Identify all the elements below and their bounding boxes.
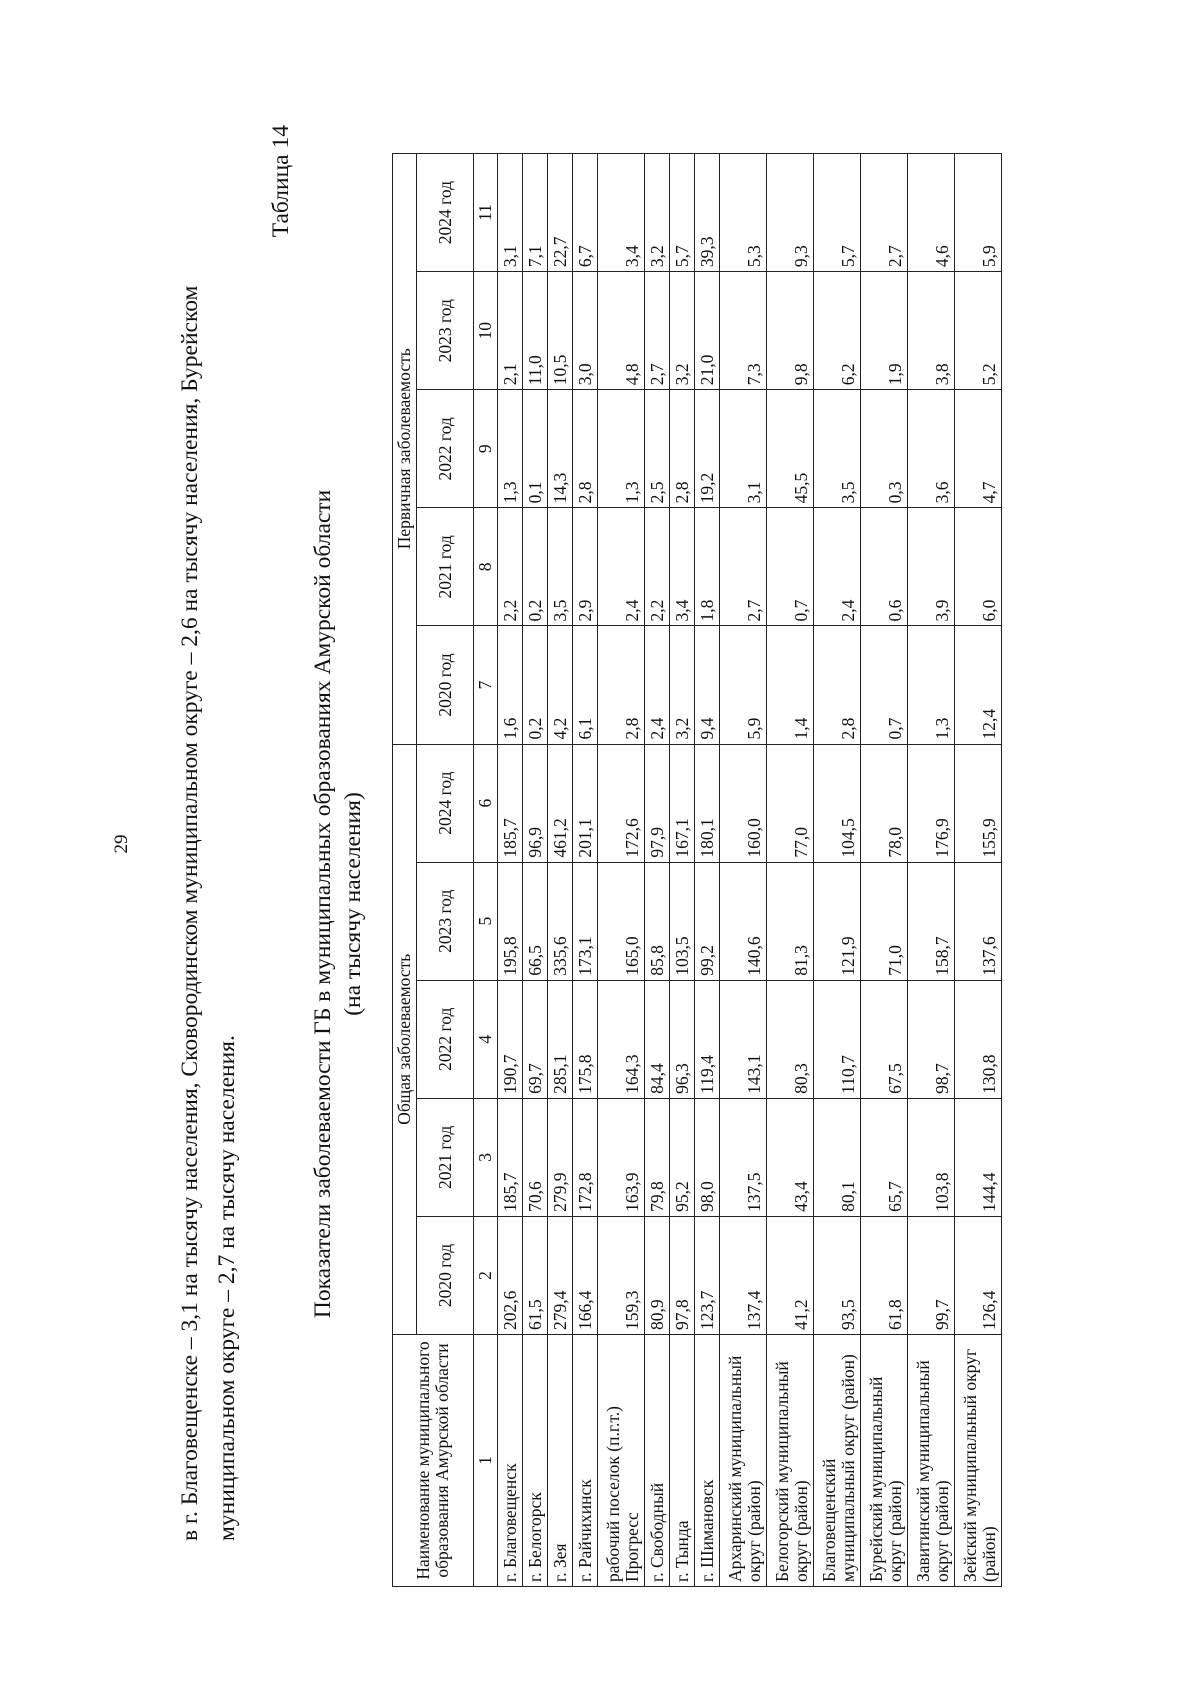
general-morbidity-value: 137,4 bbox=[720, 1216, 767, 1334]
year-header: 2021 год bbox=[417, 1098, 474, 1216]
general-morbidity-value: 43,4 bbox=[767, 1098, 814, 1216]
intro-paragraph bbox=[172, 121, 246, 1541]
rotated-page-content bbox=[0, 79, 1200, 1699]
primary-morbidity-value: 5,7 bbox=[670, 154, 695, 272]
general-morbidity-value: 158,7 bbox=[908, 862, 955, 980]
general-morbidity-value: 96,3 bbox=[670, 980, 695, 1098]
table-body bbox=[474, 154, 1002, 1587]
municipality-name: Завитинский муниципальный округ (район) bbox=[908, 1335, 955, 1587]
primary-morbidity-value: 2,8 bbox=[598, 626, 645, 744]
general-morbidity-value: 140,6 bbox=[720, 862, 767, 980]
primary-morbidity-value: 5,7 bbox=[814, 154, 861, 272]
general-morbidity-value: 172,8 bbox=[573, 1098, 598, 1216]
primary-morbidity-value: 0,2 bbox=[523, 508, 548, 626]
general-morbidity-value: 165,0 bbox=[598, 862, 645, 980]
primary-morbidity-value: 1,3 bbox=[598, 390, 645, 508]
municipality-name: Архаринский муниципальный округ (район) bbox=[720, 1335, 767, 1587]
general-morbidity-value: 190,7 bbox=[498, 980, 523, 1098]
column-index: 6 bbox=[474, 744, 498, 862]
primary-morbidity-value: 6,2 bbox=[814, 272, 861, 390]
table-row bbox=[670, 154, 695, 1587]
primary-morbidity-value: 9,3 bbox=[767, 154, 814, 272]
primary-morbidity-value: 12,4 bbox=[955, 626, 1002, 744]
table-row bbox=[908, 154, 955, 1587]
primary-morbidity-value: 0,3 bbox=[861, 390, 908, 508]
municipality-name: г. Зея bbox=[548, 1335, 573, 1587]
primary-morbidity-value: 14,3 bbox=[548, 390, 573, 508]
primary-morbidity-value: 7,1 bbox=[523, 154, 548, 272]
primary-morbidity-value: 45,5 bbox=[767, 390, 814, 508]
table-row bbox=[548, 154, 573, 1587]
primary-morbidity-value: 2,1 bbox=[498, 272, 523, 390]
primary-morbidity-value: 2,9 bbox=[573, 508, 598, 626]
general-morbidity-value: 121,9 bbox=[814, 862, 861, 980]
primary-morbidity-value: 6,1 bbox=[573, 626, 598, 744]
general-morbidity-value: 103,5 bbox=[670, 862, 695, 980]
general-morbidity-value: 110,7 bbox=[814, 980, 861, 1098]
primary-morbidity-value: 3,1 bbox=[720, 390, 767, 508]
general-morbidity-value: 80,3 bbox=[767, 980, 814, 1098]
primary-morbidity-value: 6,7 bbox=[573, 154, 598, 272]
primary-morbidity-value: 2,8 bbox=[670, 390, 695, 508]
column-index: 2 bbox=[474, 1216, 498, 1334]
primary-morbidity-value: 0,6 bbox=[861, 508, 908, 626]
general-morbidity-value: 175,8 bbox=[573, 980, 598, 1098]
general-morbidity-value: 166,4 bbox=[573, 1216, 598, 1334]
table-row bbox=[861, 154, 908, 1587]
general-morbidity-value: 98,0 bbox=[695, 1098, 720, 1216]
general-morbidity-value: 185,7 bbox=[498, 744, 523, 862]
general-morbidity-value: 119,4 bbox=[695, 980, 720, 1098]
general-morbidity-value: 155,9 bbox=[955, 744, 1002, 862]
primary-morbidity-value: 3,6 bbox=[908, 390, 955, 508]
primary-morbidity-value: 3,4 bbox=[670, 508, 695, 626]
municipality-name: г. Свободный bbox=[645, 1335, 670, 1587]
municipality-name: Зейский муниципальный округ (район) bbox=[955, 1335, 1002, 1587]
general-morbidity-value: 126,4 bbox=[955, 1216, 1002, 1334]
primary-morbidity-value: 11,0 bbox=[523, 272, 548, 390]
primary-morbidity-value: 2,8 bbox=[573, 390, 598, 508]
general-morbidity-value: 80,1 bbox=[814, 1098, 861, 1216]
table-row bbox=[498, 154, 523, 1587]
general-morbidity-value: 195,8 bbox=[498, 862, 523, 980]
primary-morbidity-value: 9,8 bbox=[767, 272, 814, 390]
header-municipality: Наименование муниципального образования Амурской области bbox=[393, 1335, 474, 1587]
general-morbidity-value: 78,0 bbox=[861, 744, 908, 862]
primary-morbidity-value: 39,3 bbox=[695, 154, 720, 272]
primary-morbidity-value: 2,7 bbox=[645, 272, 670, 390]
table-row bbox=[814, 154, 861, 1587]
general-morbidity-value: 99,7 bbox=[908, 1216, 955, 1334]
primary-morbidity-value: 2,7 bbox=[861, 154, 908, 272]
general-morbidity-value: 84,4 bbox=[645, 980, 670, 1098]
general-morbidity-value: 137,5 bbox=[720, 1098, 767, 1216]
column-index: 4 bbox=[474, 980, 498, 1098]
primary-morbidity-value: 5,9 bbox=[720, 626, 767, 744]
primary-morbidity-value: 4,2 bbox=[548, 626, 573, 744]
primary-morbidity-value: 3,2 bbox=[645, 154, 670, 272]
general-morbidity-value: 81,3 bbox=[767, 862, 814, 980]
general-morbidity-value: 172,6 bbox=[598, 744, 645, 862]
primary-morbidity-value: 2,5 bbox=[645, 390, 670, 508]
column-index: 7 bbox=[474, 626, 498, 744]
year-header: 2023 год bbox=[417, 862, 474, 980]
general-morbidity-value: 123,7 bbox=[695, 1216, 720, 1334]
municipality-name: г. Тында bbox=[670, 1335, 695, 1587]
general-morbidity-value: 164,3 bbox=[598, 980, 645, 1098]
primary-morbidity-value: 0,1 bbox=[523, 390, 548, 508]
primary-morbidity-value: 5,3 bbox=[720, 154, 767, 272]
intro-line: в г. Благовещенске – 3,1 на тысячу населения, Сковородинском муниципальном округе – 2,6 на тысячу населения, Бурейском bbox=[177, 285, 203, 1541]
general-morbidity-value: 99,2 bbox=[695, 862, 720, 980]
morbidity-table bbox=[392, 153, 1002, 1587]
primary-morbidity-value: 21,0 bbox=[695, 272, 720, 390]
general-morbidity-value: 97,8 bbox=[670, 1216, 695, 1334]
general-morbidity-value: 335,6 bbox=[548, 862, 573, 980]
general-morbidity-value: 201,1 bbox=[573, 744, 598, 862]
primary-morbidity-value: 1,9 bbox=[861, 272, 908, 390]
page-number: 29 bbox=[111, 834, 132, 854]
general-morbidity-value: 176,9 bbox=[908, 744, 955, 862]
primary-morbidity-value: 1,3 bbox=[908, 626, 955, 744]
primary-morbidity-value: 5,9 bbox=[955, 154, 1002, 272]
general-morbidity-value: 137,6 bbox=[955, 862, 1002, 980]
primary-morbidity-value: 3,0 bbox=[573, 272, 598, 390]
primary-morbidity-value: 22,7 bbox=[548, 154, 573, 272]
column-index: 10 bbox=[474, 272, 498, 390]
general-morbidity-value: 185,7 bbox=[498, 1098, 523, 1216]
general-morbidity-value: 279,9 bbox=[548, 1098, 573, 1216]
primary-morbidity-value: 19,2 bbox=[695, 390, 720, 508]
general-morbidity-value: 95,2 bbox=[670, 1098, 695, 1216]
general-morbidity-value: 61,8 bbox=[861, 1216, 908, 1334]
column-index: 8 bbox=[474, 508, 498, 626]
general-morbidity-value: 160,0 bbox=[720, 744, 767, 862]
general-morbidity-value: 96,9 bbox=[523, 744, 548, 862]
general-morbidity-value: 130,8 bbox=[955, 980, 1002, 1098]
table-row bbox=[767, 154, 814, 1587]
general-morbidity-value: 85,8 bbox=[645, 862, 670, 980]
table-row bbox=[645, 154, 670, 1587]
general-morbidity-value: 61,5 bbox=[523, 1216, 548, 1334]
primary-morbidity-value: 3,2 bbox=[670, 626, 695, 744]
municipality-name: г. Белогорск bbox=[523, 1335, 548, 1587]
morbidity-table-wrapper bbox=[392, 153, 1002, 1587]
general-morbidity-value: 66,5 bbox=[523, 862, 548, 980]
general-morbidity-value: 97,9 bbox=[645, 744, 670, 862]
general-morbidity-value: 79,8 bbox=[645, 1098, 670, 1216]
column-index: 9 bbox=[474, 390, 498, 508]
primary-morbidity-value: 4,6 bbox=[908, 154, 955, 272]
table-number: Таблица 14 bbox=[268, 125, 294, 238]
primary-morbidity-value: 2,8 bbox=[814, 626, 861, 744]
general-morbidity-value: 167,1 bbox=[670, 744, 695, 862]
general-morbidity-value: 173,1 bbox=[573, 862, 598, 980]
table-row bbox=[523, 154, 548, 1587]
primary-morbidity-value: 2,4 bbox=[598, 508, 645, 626]
general-morbidity-value: 80,9 bbox=[645, 1216, 670, 1334]
primary-morbidity-value: 3,5 bbox=[814, 390, 861, 508]
column-index-row bbox=[474, 154, 498, 1587]
primary-morbidity-value: 7,3 bbox=[720, 272, 767, 390]
general-morbidity-value: 71,0 bbox=[861, 862, 908, 980]
general-morbidity-value: 279,4 bbox=[548, 1216, 573, 1334]
general-morbidity-value: 41,2 bbox=[767, 1216, 814, 1334]
column-index: 3 bbox=[474, 1098, 498, 1216]
primary-morbidity-value: 2,2 bbox=[498, 508, 523, 626]
general-morbidity-value: 285,1 bbox=[548, 980, 573, 1098]
table-row bbox=[695, 154, 720, 1587]
general-morbidity-value: 69,7 bbox=[523, 980, 548, 1098]
primary-morbidity-value: 3,8 bbox=[908, 272, 955, 390]
primary-morbidity-value: 2,4 bbox=[645, 626, 670, 744]
municipality-name: г. Благовещенск bbox=[498, 1335, 523, 1587]
table-row bbox=[573, 154, 598, 1587]
primary-morbidity-value: 1,8 bbox=[695, 508, 720, 626]
primary-morbidity-value: 6,0 bbox=[955, 508, 1002, 626]
general-morbidity-value: 163,9 bbox=[598, 1098, 645, 1216]
general-morbidity-value: 180,1 bbox=[695, 744, 720, 862]
year-header: 2020 год bbox=[417, 626, 474, 744]
primary-morbidity-value: 3,9 bbox=[908, 508, 955, 626]
header-general-morbidity: Общая заболеваемость bbox=[393, 744, 417, 1334]
primary-morbidity-value: 4,7 bbox=[955, 390, 1002, 508]
primary-morbidity-value: 1,6 bbox=[498, 626, 523, 744]
primary-morbidity-value: 3,5 bbox=[548, 508, 573, 626]
year-header: 2023 год bbox=[417, 272, 474, 390]
general-morbidity-value: 65,7 bbox=[861, 1098, 908, 1216]
general-morbidity-value: 461,2 bbox=[548, 744, 573, 862]
table-row bbox=[955, 154, 1002, 1587]
general-morbidity-value: 202,6 bbox=[498, 1216, 523, 1334]
general-morbidity-value: 159,3 bbox=[598, 1216, 645, 1334]
year-header: 2020 год bbox=[417, 1216, 474, 1334]
primary-morbidity-value: 3,2 bbox=[670, 272, 695, 390]
general-morbidity-value: 98,7 bbox=[908, 980, 955, 1098]
column-index: 5 bbox=[474, 862, 498, 980]
column-index: 11 bbox=[474, 154, 498, 272]
intro-line: муниципальном округе – 2,7 на тысячу населения. bbox=[214, 1035, 240, 1541]
primary-morbidity-value: 10,5 bbox=[548, 272, 573, 390]
table-caption bbox=[308, 389, 368, 1419]
primary-morbidity-value: 1,4 bbox=[767, 626, 814, 744]
municipality-name: г. Райчихинск bbox=[573, 1335, 598, 1587]
general-morbidity-value: 93,5 bbox=[814, 1216, 861, 1334]
primary-morbidity-value: 1,3 bbox=[498, 390, 523, 508]
general-morbidity-value: 144,4 bbox=[955, 1098, 1002, 1216]
primary-morbidity-value: 2,4 bbox=[814, 508, 861, 626]
general-morbidity-value: 70,6 bbox=[523, 1098, 548, 1216]
primary-morbidity-value: 0,7 bbox=[861, 626, 908, 744]
caption-title: Показатели заболеваемости ГБ в муниципальных образованиях Амурской области bbox=[310, 489, 336, 1319]
primary-morbidity-value: 2,7 bbox=[720, 508, 767, 626]
table-row bbox=[598, 154, 645, 1587]
primary-morbidity-value: 0,7 bbox=[767, 508, 814, 626]
primary-morbidity-value: 5,2 bbox=[955, 272, 1002, 390]
general-morbidity-value: 104,5 bbox=[814, 744, 861, 862]
column-index: 1 bbox=[474, 1335, 498, 1587]
year-header: 2021 год bbox=[417, 508, 474, 626]
general-morbidity-value: 103,8 bbox=[908, 1098, 955, 1216]
year-header: 2022 год bbox=[417, 390, 474, 508]
general-morbidity-value: 77,0 bbox=[767, 744, 814, 862]
year-header: 2024 год bbox=[417, 154, 474, 272]
primary-morbidity-value: 2,2 bbox=[645, 508, 670, 626]
municipality-name: Благовещенский муниципальный округ (район) bbox=[814, 1335, 861, 1587]
municipality-name: г. Шимановск bbox=[695, 1335, 720, 1587]
primary-morbidity-value: 9,4 bbox=[695, 626, 720, 744]
year-header: 2024 год bbox=[417, 744, 474, 862]
municipality-name: Бурейский муниципальный округ (район) bbox=[861, 1335, 908, 1587]
municipality-name: рабочий поселок (п.г.т.) Прогресс bbox=[598, 1335, 645, 1587]
caption-subtitle: (на тысячу населения) bbox=[340, 792, 366, 1016]
header-primary-morbidity: Первичная заболеваемость bbox=[393, 154, 417, 745]
year-header: 2022 год bbox=[417, 980, 474, 1098]
general-morbidity-value: 67,5 bbox=[861, 980, 908, 1098]
primary-morbidity-value: 0,2 bbox=[523, 626, 548, 744]
primary-morbidity-value: 4,8 bbox=[598, 272, 645, 390]
primary-morbidity-value: 3,1 bbox=[498, 154, 523, 272]
municipality-name: Белогорский муниципальный округ (район) bbox=[767, 1335, 814, 1587]
primary-morbidity-value: 3,4 bbox=[598, 154, 645, 272]
table-row bbox=[720, 154, 767, 1587]
general-morbidity-value: 143,1 bbox=[720, 980, 767, 1098]
